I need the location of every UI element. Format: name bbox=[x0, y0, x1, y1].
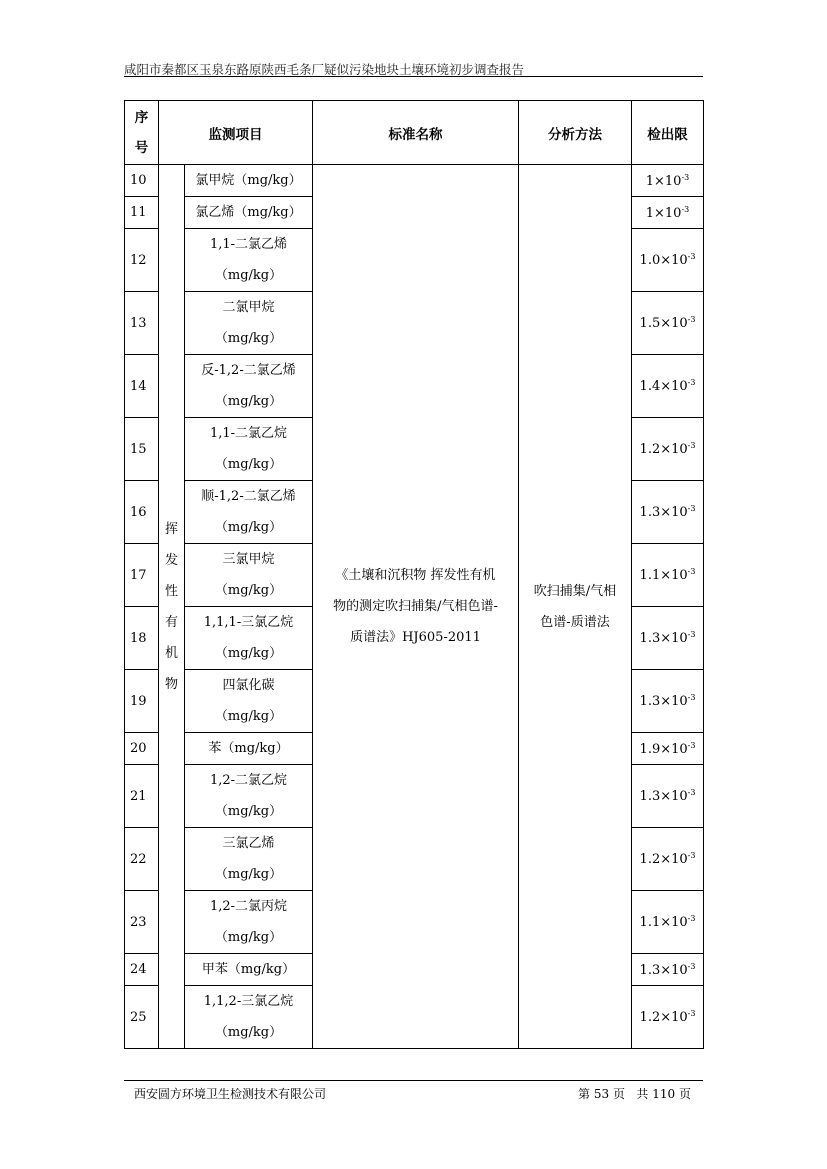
limit-exponent: -3 bbox=[687, 630, 696, 639]
limit-cell bbox=[632, 544, 704, 607]
limit-cell bbox=[632, 165, 704, 197]
limit-cell bbox=[632, 292, 704, 355]
page-number: 53 bbox=[593, 1087, 610, 1101]
limit-cell bbox=[632, 986, 704, 1049]
row-number: 16 bbox=[125, 481, 159, 544]
header-seq-line1: 序 bbox=[134, 109, 149, 126]
page-header-title: 咸阳市秦都区玉泉东路原陕西毛条厂疑似污染地块土壤环境初步调查报告 bbox=[124, 62, 525, 77]
row-number: 19 bbox=[125, 670, 159, 733]
item-cell bbox=[185, 229, 313, 292]
item-unit: （mg/kg） bbox=[214, 457, 283, 472]
limit-mantissa: 1.1×10 bbox=[639, 568, 688, 583]
item-unit: （mg/kg） bbox=[214, 331, 283, 346]
item-name: 1,2-二氯乙烷 bbox=[209, 773, 288, 788]
total-prefix: 共 bbox=[636, 1087, 649, 1101]
item-name: 苯（mg/kg） bbox=[208, 741, 289, 756]
limit-cell bbox=[632, 954, 704, 986]
limit-mantissa: 1.0×10 bbox=[639, 253, 688, 268]
category-char: 发 bbox=[164, 552, 178, 568]
limit-mantissa: 1.2×10 bbox=[639, 442, 688, 457]
page-prefix: 第 bbox=[578, 1087, 591, 1101]
limit-cell bbox=[632, 828, 704, 891]
category-char: 挥 bbox=[164, 521, 178, 537]
limit-cell bbox=[632, 355, 704, 418]
item-cell bbox=[185, 544, 313, 607]
limit-cell bbox=[632, 607, 704, 670]
row-number: 25 bbox=[125, 986, 159, 1049]
item-name: 1,1,1-三氯乙烷 bbox=[203, 615, 294, 630]
limit-exponent: -3 bbox=[681, 204, 690, 214]
method-line1: 吹扫捕集/气相 bbox=[533, 583, 617, 599]
item-cell bbox=[185, 292, 313, 355]
item-name: 三氯乙烯 bbox=[222, 836, 275, 851]
limit-mantissa: 1.3×10 bbox=[639, 962, 688, 978]
total-pages: 110 bbox=[652, 1087, 676, 1101]
limit-mantissa: 1.2×10 bbox=[639, 852, 688, 867]
row-number: 22 bbox=[125, 828, 159, 891]
limit-mantissa: 1×10 bbox=[645, 173, 682, 189]
item-name: 三氯甲烷 bbox=[222, 552, 275, 567]
limit-cell bbox=[632, 670, 704, 733]
item-unit: （mg/kg） bbox=[214, 583, 283, 598]
item-cell bbox=[185, 670, 313, 733]
limit-mantissa: 1.1×10 bbox=[639, 915, 688, 930]
limit-mantissa: 1.5×10 bbox=[639, 316, 688, 331]
method-line2: 色谱-质谱法 bbox=[540, 614, 610, 630]
limit-exponent: -3 bbox=[687, 788, 696, 797]
limit-exponent: -3 bbox=[687, 914, 696, 923]
item-unit: （mg/kg） bbox=[214, 394, 283, 409]
header-method: 分析方法 bbox=[519, 101, 632, 165]
table-body bbox=[125, 101, 704, 1049]
limit-cell bbox=[632, 765, 704, 828]
limit-exponent: -3 bbox=[687, 851, 696, 860]
limit-exponent: -3 bbox=[687, 740, 696, 750]
footer-company: 西安圆方环境卫生检测技术有限公司 bbox=[134, 1087, 327, 1101]
header-seq-line2: 号 bbox=[134, 139, 149, 156]
category-char: 性 bbox=[164, 583, 178, 599]
item-cell bbox=[185, 954, 313, 986]
row-number: 10 bbox=[125, 165, 159, 197]
item-name: 反-1,2-二氯乙烯 bbox=[201, 363, 296, 378]
header-limit: 检出限 bbox=[632, 101, 704, 165]
limit-mantissa: 1.4×10 bbox=[639, 379, 688, 394]
row-number: 18 bbox=[125, 607, 159, 670]
category-cell bbox=[159, 165, 185, 1049]
item-name: 1,1-二氯乙烷 bbox=[209, 426, 288, 441]
item-unit: （mg/kg） bbox=[214, 646, 283, 661]
category-char: 机 bbox=[164, 645, 178, 661]
limit-cell bbox=[632, 891, 704, 954]
page-suffix: 页 bbox=[612, 1087, 625, 1101]
row-number: 23 bbox=[125, 891, 159, 954]
limit-exponent: -3 bbox=[687, 504, 696, 513]
row-number: 15 bbox=[125, 418, 159, 481]
standard-line1: 《土壤和沉积物 挥发性有机 bbox=[335, 568, 496, 583]
limit-cell bbox=[632, 197, 704, 229]
category-char: 物 bbox=[164, 676, 178, 692]
limit-mantissa: 1.3×10 bbox=[639, 631, 688, 646]
limit-cell bbox=[632, 733, 704, 765]
row-number: 21 bbox=[125, 765, 159, 828]
table-row bbox=[125, 165, 704, 197]
header-item: 监测项目 bbox=[159, 101, 313, 165]
item-cell bbox=[185, 165, 313, 197]
row-number: 24 bbox=[125, 954, 159, 986]
item-cell bbox=[185, 355, 313, 418]
limit-mantissa: 1.2×10 bbox=[639, 1010, 688, 1025]
item-cell bbox=[185, 891, 313, 954]
limit-exponent: -3 bbox=[687, 567, 696, 576]
limit-exponent: -3 bbox=[687, 961, 696, 971]
item-name: 1,1,2-三氯乙烷 bbox=[203, 994, 294, 1009]
limit-exponent: -3 bbox=[687, 693, 696, 702]
footer-page-info bbox=[578, 1085, 691, 1102]
standard-line2: 物的测定吹扫捕集/气相色谱- bbox=[333, 599, 498, 614]
method-cell bbox=[519, 165, 632, 1049]
row-number: 11 bbox=[125, 197, 159, 229]
item-unit: （mg/kg） bbox=[214, 268, 283, 283]
limit-exponent: -3 bbox=[687, 441, 696, 450]
limit-cell bbox=[632, 418, 704, 481]
item-unit: （mg/kg） bbox=[214, 520, 283, 535]
item-cell bbox=[185, 765, 313, 828]
item-name: 氯乙烯（mg/kg） bbox=[195, 205, 302, 220]
item-name: 甲苯（mg/kg） bbox=[201, 962, 296, 977]
row-number: 13 bbox=[125, 292, 159, 355]
row-number: 20 bbox=[125, 733, 159, 765]
row-number: 14 bbox=[125, 355, 159, 418]
item-cell bbox=[185, 733, 313, 765]
total-suffix: 页 bbox=[679, 1087, 692, 1101]
item-name: 四氯化碳 bbox=[222, 678, 275, 693]
item-name: 顺-1,2-二氯乙烯 bbox=[201, 489, 296, 504]
limit-cell bbox=[632, 481, 704, 544]
limit-mantissa: 1.3×10 bbox=[639, 505, 688, 520]
item-cell bbox=[185, 418, 313, 481]
monitoring-table bbox=[124, 100, 704, 1049]
limit-mantissa: 1×10 bbox=[645, 205, 682, 221]
header-seq bbox=[125, 101, 159, 165]
header-divider bbox=[124, 76, 703, 77]
item-unit: （mg/kg） bbox=[214, 867, 283, 882]
item-unit: （mg/kg） bbox=[214, 709, 283, 724]
category-char: 有 bbox=[164, 614, 178, 630]
limit-cell bbox=[632, 229, 704, 292]
item-cell bbox=[185, 828, 313, 891]
limit-exponent: -3 bbox=[687, 1009, 696, 1018]
header-standard: 标准名称 bbox=[313, 101, 519, 165]
item-cell bbox=[185, 481, 313, 544]
limit-exponent: -3 bbox=[687, 252, 696, 261]
limit-exponent: -3 bbox=[687, 315, 696, 324]
item-name: 氯甲烷（mg/kg） bbox=[195, 173, 302, 188]
limit-mantissa: 1.9×10 bbox=[639, 741, 688, 757]
limit-exponent: -3 bbox=[681, 172, 690, 182]
item-unit: （mg/kg） bbox=[214, 804, 283, 819]
standard-cell bbox=[313, 165, 519, 1049]
limit-mantissa: 1.3×10 bbox=[639, 789, 688, 804]
row-number: 17 bbox=[125, 544, 159, 607]
row-number: 12 bbox=[125, 229, 159, 292]
item-cell bbox=[185, 986, 313, 1049]
limit-mantissa: 1.3×10 bbox=[639, 694, 688, 709]
item-cell bbox=[185, 607, 313, 670]
limit-exponent: -3 bbox=[687, 378, 696, 387]
item-name: 1,2-二氯丙烷 bbox=[209, 899, 288, 914]
item-name: 二氯甲烷 bbox=[222, 300, 275, 315]
item-cell bbox=[185, 197, 313, 229]
item-name: 1,1-二氯乙烯 bbox=[209, 237, 288, 252]
item-unit: （mg/kg） bbox=[214, 930, 283, 945]
table-header-row bbox=[125, 101, 704, 165]
footer-divider bbox=[124, 1080, 703, 1081]
item-unit: （mg/kg） bbox=[214, 1025, 283, 1040]
standard-line3: 质谱法》HJ605-2011 bbox=[350, 630, 481, 645]
